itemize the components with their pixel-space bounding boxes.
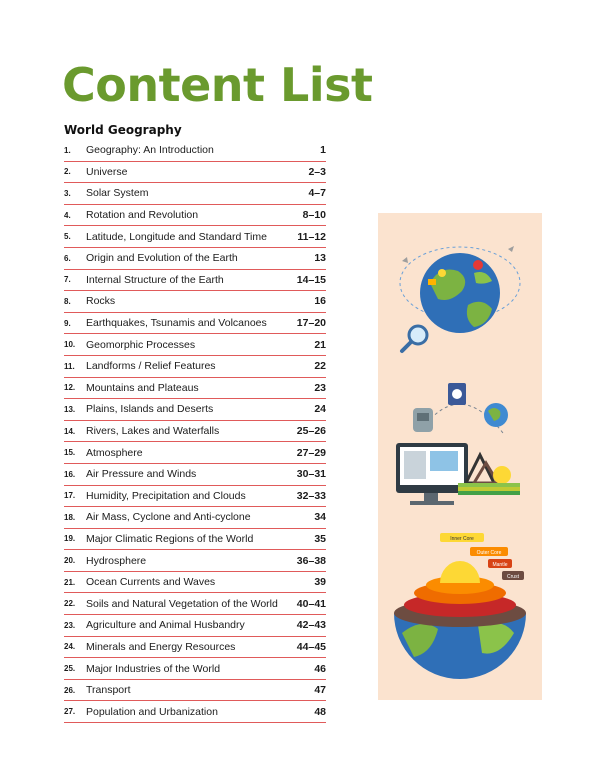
outer-core-label: Outer Core <box>476 550 502 556</box>
toc-page-range: 17–20 <box>296 317 326 330</box>
toc-row <box>64 140 326 162</box>
toc-number: 14. <box>64 426 76 436</box>
toc-row <box>64 464 326 486</box>
toc-row <box>64 507 326 529</box>
toc-number: 13. <box>64 404 76 414</box>
toc-title: Solar System <box>86 187 149 200</box>
toc-number: 25. <box>64 664 76 674</box>
toc-page-range: 27–29 <box>296 446 326 459</box>
toc-number: 26. <box>64 685 76 695</box>
toc-page-range: 39 <box>314 576 326 589</box>
toc-row <box>64 162 326 184</box>
toc-row <box>64 399 326 421</box>
table-of-contents <box>64 140 326 723</box>
toc-number: 4. <box>64 210 71 220</box>
toc-number: 18. <box>64 512 76 522</box>
toc-page-range: 22 <box>314 360 326 373</box>
toc-number: 3. <box>64 188 71 198</box>
toc-page-range: 34 <box>314 511 326 524</box>
toc-title: Major Climatic Regions of the World <box>86 532 254 545</box>
toc-number: 1. <box>64 145 71 155</box>
toc-number: 27. <box>64 707 76 717</box>
toc-row <box>64 658 326 680</box>
toc-page-range: 44–45 <box>296 640 326 653</box>
toc-title: Plains, Islands and Deserts <box>86 403 214 416</box>
toc-number: 15. <box>64 448 76 458</box>
toc-title: Landforms / Relief Features <box>86 360 216 373</box>
toc-number: 6. <box>64 253 71 263</box>
toc-row <box>64 637 326 659</box>
toc-page-range: 21 <box>314 338 326 351</box>
toc-row <box>64 701 326 723</box>
toc-title: Hydrosphere <box>86 554 147 567</box>
toc-title: Population and Urbanization <box>86 705 218 718</box>
toc-title: Latitude, Longitude and Standard Time <box>86 230 267 243</box>
toc-page-range: 24 <box>314 403 326 416</box>
toc-row <box>64 550 326 572</box>
toc-number: 24. <box>64 642 76 652</box>
toc-title: Transport <box>86 684 131 697</box>
toc-number: 16. <box>64 469 76 479</box>
toc-page-range: 32–33 <box>296 489 326 502</box>
toc-page-range: 48 <box>314 705 326 718</box>
toc-number: 8. <box>64 296 71 306</box>
toc-title: Geography: An Introduction <box>86 144 214 157</box>
mantle-label: Mantle <box>492 562 508 568</box>
toc-page-range: 16 <box>314 295 326 308</box>
toc-title: Major Industries of the World <box>86 662 221 675</box>
toc-number: 5. <box>64 232 71 242</box>
toc-row <box>64 529 326 551</box>
toc-page-range: 47 <box>314 684 326 697</box>
toc-row <box>64 593 326 615</box>
toc-row <box>64 356 326 378</box>
section-heading: World Geography <box>64 123 182 137</box>
toc-row <box>64 183 326 205</box>
geography-illustrations <box>378 213 542 700</box>
toc-title: Rotation and Revolution <box>86 209 199 222</box>
toc-title: Atmosphere <box>86 446 143 459</box>
toc-number: 21. <box>64 577 76 587</box>
toc-row <box>64 442 326 464</box>
toc-title: Universe <box>86 165 128 178</box>
computer-travel-illustration <box>396 383 520 505</box>
toc-title: Air Pressure and Winds <box>86 468 197 481</box>
page-title: Content List <box>62 58 373 112</box>
toc-number: 11. <box>64 361 75 371</box>
toc-page-range: 8–10 <box>302 209 326 222</box>
toc-row <box>64 615 326 637</box>
toc-row <box>64 421 326 443</box>
earth-layers-illustration <box>394 533 526 679</box>
crust-label: Crust <box>507 574 519 580</box>
toc-page-range: 30–31 <box>296 468 326 481</box>
toc-page-range: 46 <box>314 662 326 675</box>
toc-number: 9. <box>64 318 71 328</box>
toc-title: Earthquakes, Tsunamis and Volcanoes <box>86 317 267 330</box>
toc-page-range: 25–26 <box>296 425 326 438</box>
toc-title: Geomorphic Processes <box>86 338 196 351</box>
toc-row <box>64 486 326 508</box>
toc-row <box>64 291 326 313</box>
toc-title: Mountains and Plateaus <box>86 381 199 394</box>
toc-title: Ocean Currents and Waves <box>86 576 216 589</box>
toc-number: 10. <box>64 340 76 350</box>
toc-row <box>64 226 326 248</box>
toc-title: Origin and Evolution of the Earth <box>86 252 238 265</box>
toc-row <box>64 248 326 270</box>
toc-row <box>64 313 326 335</box>
illustration-panel <box>378 213 542 700</box>
toc-number: 23. <box>64 620 76 630</box>
toc-page-range: 13 <box>314 252 326 265</box>
toc-row <box>64 572 326 594</box>
toc-title: Agriculture and Animal Husbandry <box>86 619 245 632</box>
toc-number: 22. <box>64 599 76 609</box>
toc-page-range: 36–38 <box>296 554 326 567</box>
toc-title: Air Mass, Cyclone and Anti-cyclone <box>86 511 251 524</box>
toc-page-range: 40–41 <box>296 597 326 610</box>
toc-title: Rivers, Lakes and Waterfalls <box>86 425 220 438</box>
toc-title: Internal Structure of the Earth <box>86 273 224 286</box>
toc-number: 12. <box>64 383 76 393</box>
toc-page-range: 35 <box>314 532 326 545</box>
toc-page-range: 14–15 <box>296 273 326 286</box>
toc-page-range: 11–12 <box>297 230 326 243</box>
toc-title: Minerals and Energy Resources <box>86 640 236 653</box>
toc-number: 20. <box>64 556 76 566</box>
toc-row <box>64 270 326 292</box>
toc-row <box>64 680 326 702</box>
toc-page-range: 42–43 <box>296 619 326 632</box>
toc-row <box>64 334 326 356</box>
toc-title: Rocks <box>86 295 116 308</box>
globe-magnifier-illustration <box>400 246 520 351</box>
toc-number: 7. <box>64 275 71 285</box>
toc-title: Humidity, Precipitation and Clouds <box>86 489 246 502</box>
toc-row <box>64 378 326 400</box>
toc-page-range: 4–7 <box>308 187 326 200</box>
toc-number: 2. <box>64 167 71 177</box>
toc-row <box>64 205 326 227</box>
toc-page-range: 1 <box>320 144 326 157</box>
toc-page-range: 23 <box>314 381 326 394</box>
toc-page-range: 2–3 <box>308 165 326 178</box>
toc-number: 19. <box>64 534 76 544</box>
inner-core-label: Inner Core <box>450 536 474 542</box>
toc-number: 17. <box>64 491 76 501</box>
toc-title: Soils and Natural Vegetation of the World <box>86 597 278 610</box>
